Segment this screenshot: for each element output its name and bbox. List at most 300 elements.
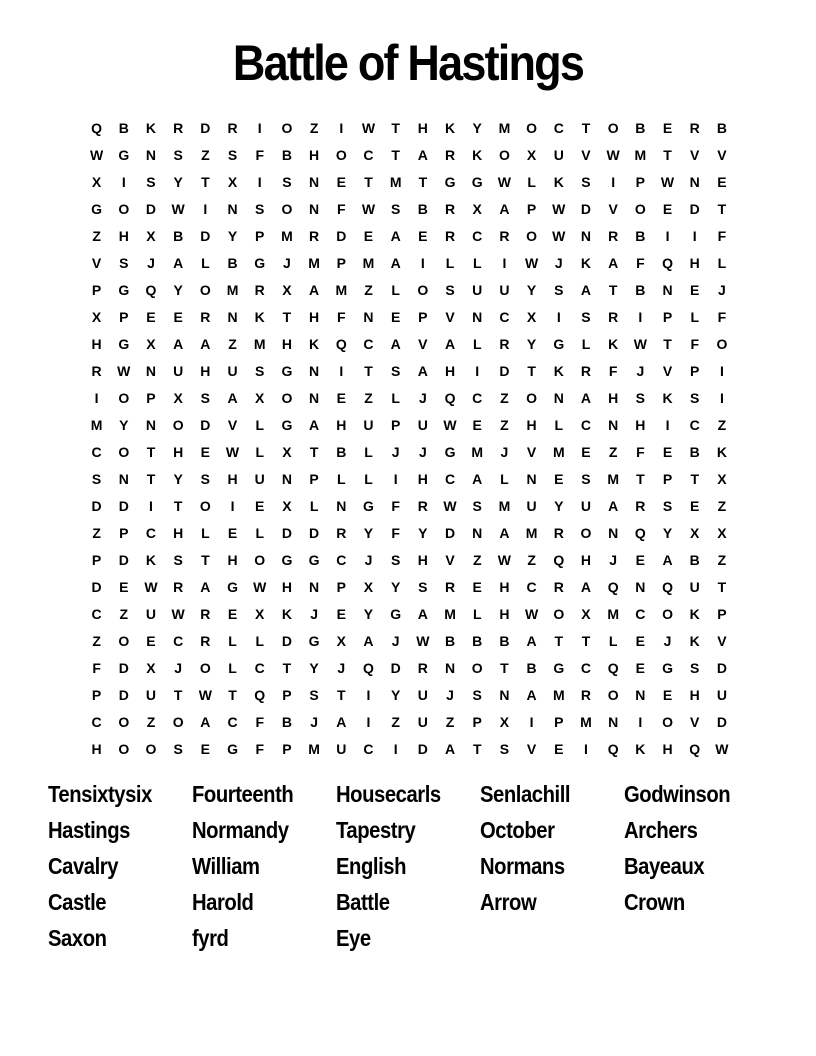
grid-letter[interactable]: J xyxy=(636,362,645,379)
grid-letter[interactable]: S xyxy=(91,470,102,487)
grid-letter[interactable]: L xyxy=(500,470,509,487)
grid-letter[interactable]: U xyxy=(254,470,265,487)
grid-letter[interactable]: O xyxy=(417,281,429,298)
grid-letter[interactable]: P xyxy=(390,416,401,433)
grid-letter[interactable]: T xyxy=(581,632,591,649)
grid-letter[interactable]: O xyxy=(498,146,510,163)
grid-letter[interactable]: C xyxy=(254,659,265,676)
grid-letter[interactable]: R xyxy=(444,200,456,217)
grid-letter[interactable]: P xyxy=(119,308,129,325)
grid-letter[interactable]: I xyxy=(257,119,262,136)
grid-letter[interactable]: S xyxy=(554,281,564,298)
grid-letter[interactable]: M xyxy=(226,281,239,298)
grid-letter[interactable]: R xyxy=(444,146,456,163)
grid-letter[interactable]: P xyxy=(309,470,319,487)
grid-letter[interactable]: X xyxy=(227,173,238,190)
grid-letter[interactable]: O xyxy=(471,659,483,676)
grid-letter[interactable]: X xyxy=(526,308,537,325)
grid-letter[interactable]: Y xyxy=(390,578,401,595)
grid-letter[interactable]: V xyxy=(526,443,537,460)
grid-letter[interactable]: T xyxy=(636,470,645,487)
grid-letter[interactable]: T xyxy=(282,308,292,325)
grid-letter[interactable]: W xyxy=(361,119,376,136)
grid-letter[interactable]: N xyxy=(499,686,510,703)
grid-letter[interactable]: I xyxy=(719,362,724,379)
grid-letter[interactable]: M xyxy=(253,335,266,352)
grid-letter[interactable]: A xyxy=(608,497,619,514)
grid-letter[interactable]: N xyxy=(444,659,456,676)
grid-letter[interactable]: I xyxy=(393,470,398,487)
grid-letter[interactable]: N xyxy=(363,308,374,325)
grid-letter[interactable]: N xyxy=(635,578,646,595)
grid-letter[interactable]: X xyxy=(255,605,265,622)
grid-letter[interactable]: J xyxy=(418,443,427,460)
grid-letter[interactable]: H xyxy=(580,551,592,568)
grid-letter[interactable]: A xyxy=(608,254,619,271)
grid-letter[interactable]: A xyxy=(309,281,320,298)
grid-letter[interactable]: Z xyxy=(146,713,156,730)
grid-letter[interactable]: K xyxy=(472,146,483,163)
grid-letter[interactable]: U xyxy=(363,416,374,433)
grid-letter[interactable]: V xyxy=(662,362,673,379)
grid-letter[interactable]: O xyxy=(580,524,592,541)
grid-letter[interactable]: Y xyxy=(418,524,428,541)
grid-letter[interactable]: X xyxy=(581,605,591,622)
grid-letter[interactable]: Y xyxy=(554,497,564,514)
grid-letter[interactable]: I xyxy=(94,389,99,406)
grid-letter[interactable]: E xyxy=(200,740,211,757)
grid-letter[interactable]: R xyxy=(608,308,619,325)
grid-letter[interactable]: N xyxy=(526,470,537,487)
grid-letter[interactable]: A xyxy=(390,335,401,352)
grid-letter[interactable]: B xyxy=(635,227,646,244)
grid-letter[interactable]: B xyxy=(472,632,483,649)
grid-letter[interactable]: M xyxy=(362,254,375,271)
grid-letter[interactable]: C xyxy=(363,740,374,757)
grid-letter[interactable]: L xyxy=(255,416,264,433)
grid-letter[interactable]: B xyxy=(635,281,646,298)
grid-letter[interactable]: C xyxy=(91,443,102,460)
grid-letter[interactable]: D xyxy=(336,227,347,244)
grid-letter[interactable]: D xyxy=(91,578,102,595)
grid-letter[interactable]: T xyxy=(364,362,373,379)
grid-letter[interactable]: M xyxy=(308,254,320,271)
grid-letter[interactable]: G xyxy=(91,200,103,217)
grid-letter[interactable]: I xyxy=(584,740,588,757)
grid-letter[interactable]: X xyxy=(146,227,156,244)
grid-letter[interactable]: E xyxy=(119,578,129,595)
grid-letter[interactable]: R xyxy=(608,227,619,244)
grid-letter[interactable]: L xyxy=(472,335,482,352)
grid-letter[interactable]: C xyxy=(173,632,184,649)
grid-letter[interactable]: A xyxy=(417,146,428,163)
grid-letter[interactable]: H xyxy=(444,362,456,379)
grid-letter[interactable]: E xyxy=(554,740,564,757)
grid-letter[interactable]: R xyxy=(309,227,320,244)
grid-letter[interactable]: M xyxy=(389,173,402,190)
grid-letter[interactable]: U xyxy=(417,416,428,433)
grid-letter[interactable]: Q xyxy=(363,659,374,676)
grid-letter[interactable]: W xyxy=(171,605,185,622)
grid-letter[interactable]: D xyxy=(281,632,292,649)
grid-letter[interactable]: T xyxy=(173,686,183,703)
grid-letter[interactable]: M xyxy=(444,605,456,622)
grid-letter[interactable]: R xyxy=(553,524,564,541)
grid-letter[interactable]: G xyxy=(227,578,238,595)
grid-letter[interactable]: A xyxy=(173,335,184,352)
grid-letter[interactable]: H xyxy=(91,335,102,352)
grid-letter[interactable]: I xyxy=(665,227,670,244)
grid-letter[interactable]: G xyxy=(281,551,293,568)
grid-letter[interactable]: W xyxy=(416,632,430,649)
grid-letter[interactable]: Q xyxy=(607,578,619,595)
grid-letter[interactable]: G xyxy=(390,605,402,622)
grid-letter[interactable]: H xyxy=(689,254,700,271)
grid-letter[interactable]: P xyxy=(146,389,156,406)
grid-letter[interactable]: I xyxy=(719,389,724,406)
grid-letter[interactable]: K xyxy=(145,119,157,136)
grid-letter[interactable]: C xyxy=(499,308,510,325)
grid-letter[interactable]: I xyxy=(366,713,371,730)
grid-letter[interactable]: L xyxy=(690,308,699,325)
grid-letter[interactable]: P xyxy=(119,524,129,541)
grid-letter[interactable]: G xyxy=(254,254,266,271)
grid-letter[interactable]: A xyxy=(580,578,592,595)
grid-letter[interactable]: F xyxy=(608,362,618,379)
grid-letter[interactable]: T xyxy=(146,443,156,460)
grid-letter[interactable]: M xyxy=(634,146,647,163)
grid-letter[interactable]: A xyxy=(363,632,374,649)
grid-letter[interactable]: F xyxy=(337,200,346,217)
grid-letter[interactable]: R xyxy=(200,632,211,649)
grid-letter[interactable]: N xyxy=(608,416,619,433)
grid-letter[interactable]: O xyxy=(662,605,673,622)
grid-letter[interactable]: Z xyxy=(717,497,727,514)
grid-letter[interactable]: D xyxy=(145,200,157,217)
grid-letter[interactable]: X xyxy=(91,308,102,325)
grid-letter[interactable]: D xyxy=(499,362,510,379)
grid-letter[interactable]: H xyxy=(118,227,129,244)
grid-letter[interactable]: W xyxy=(225,443,240,460)
grid-letter[interactable]: G xyxy=(662,659,673,676)
grid-letter[interactable]: D xyxy=(689,200,700,217)
grid-letter[interactable]: O xyxy=(118,632,130,649)
grid-letter[interactable]: E xyxy=(662,200,673,217)
grid-letter[interactable]: G xyxy=(363,497,374,514)
grid-letter[interactable]: F xyxy=(636,443,645,460)
grid-letter[interactable]: E xyxy=(662,443,673,460)
grid-letter[interactable]: T xyxy=(146,470,156,487)
grid-letter[interactable]: Z xyxy=(445,713,455,730)
grid-letter[interactable]: T xyxy=(418,173,428,190)
grid-letter[interactable]: X xyxy=(146,659,156,676)
grid-letter[interactable]: L xyxy=(391,281,400,298)
grid-letter[interactable]: A xyxy=(200,335,211,352)
grid-letter[interactable]: S xyxy=(418,578,428,595)
grid-letter[interactable]: W xyxy=(253,578,267,595)
grid-letter[interactable]: N xyxy=(309,362,320,379)
grid-letter[interactable]: A xyxy=(390,227,401,244)
grid-letter[interactable]: Y xyxy=(363,605,374,622)
grid-letter[interactable]: B xyxy=(227,254,238,271)
grid-letter[interactable]: Z xyxy=(364,281,373,298)
grid-letter[interactable]: T xyxy=(391,146,400,163)
grid-letter[interactable]: M xyxy=(498,497,511,514)
grid-letter[interactable]: O xyxy=(172,416,184,433)
grid-letter[interactable]: B xyxy=(635,119,646,136)
grid-letter[interactable]: E xyxy=(662,686,673,703)
grid-letter[interactable]: L xyxy=(309,497,319,514)
grid-letter[interactable]: Z xyxy=(309,119,319,136)
grid-letter[interactable]: K xyxy=(444,119,456,136)
grid-letter[interactable]: M xyxy=(607,605,619,622)
grid-letter[interactable]: Q xyxy=(254,686,266,703)
grid-letter[interactable]: D xyxy=(200,119,211,136)
grid-letter[interactable]: H xyxy=(173,443,184,460)
grid-letter[interactable]: H xyxy=(91,740,102,757)
grid-letter[interactable]: H xyxy=(227,470,238,487)
grid-letter[interactable]: S xyxy=(662,497,673,514)
grid-letter[interactable]: N xyxy=(118,470,129,487)
grid-letter[interactable]: K xyxy=(553,173,564,190)
grid-letter[interactable]: C xyxy=(472,227,483,244)
grid-letter[interactable]: V xyxy=(445,308,455,325)
grid-letter[interactable]: Y xyxy=(390,686,401,703)
grid-letter[interactable]: O xyxy=(172,713,184,730)
grid-letter[interactable]: D xyxy=(281,524,292,541)
grid-letter[interactable]: O xyxy=(281,119,293,136)
grid-letter[interactable]: G xyxy=(118,335,130,352)
grid-letter[interactable]: F xyxy=(255,146,264,163)
grid-letter[interactable]: L xyxy=(472,254,482,271)
grid-letter[interactable]: R xyxy=(580,686,592,703)
grid-letter[interactable]: A xyxy=(580,389,592,406)
grid-letter[interactable]: X xyxy=(282,443,292,460)
grid-letter[interactable]: Q xyxy=(335,335,347,352)
grid-letter[interactable]: E xyxy=(390,308,401,325)
grid-letter[interactable]: D xyxy=(118,551,129,568)
grid-letter[interactable]: Q xyxy=(662,254,673,271)
grid-letter[interactable]: W xyxy=(497,173,512,190)
grid-letter[interactable]: B xyxy=(689,443,700,460)
grid-letter[interactable]: E xyxy=(717,173,727,190)
grid-letter[interactable]: E xyxy=(363,227,374,244)
grid-letter[interactable]: T xyxy=(309,443,319,460)
grid-letter[interactable]: M xyxy=(90,416,103,433)
grid-letter[interactable]: K xyxy=(608,335,619,352)
grid-letter[interactable]: A xyxy=(309,416,320,433)
grid-letter[interactable]: X xyxy=(717,524,727,541)
grid-letter[interactable]: G xyxy=(444,173,456,190)
grid-letter[interactable]: N xyxy=(309,578,320,595)
grid-letter[interactable]: J xyxy=(418,389,427,406)
grid-letter[interactable]: L xyxy=(391,389,400,406)
grid-letter[interactable]: V xyxy=(717,146,727,163)
grid-letter[interactable]: V xyxy=(690,146,700,163)
grid-letter[interactable]: E xyxy=(662,119,673,136)
grid-letter[interactable]: T xyxy=(663,335,672,352)
grid-letter[interactable]: J xyxy=(310,713,318,730)
grid-letter[interactable]: I xyxy=(393,740,398,757)
grid-letter[interactable]: P xyxy=(282,686,292,703)
grid-letter[interactable]: V xyxy=(581,146,591,163)
grid-letter[interactable]: Z xyxy=(364,389,373,406)
grid-letter[interactable]: F xyxy=(717,308,727,325)
grid-letter[interactable]: S xyxy=(173,551,183,568)
grid-letter[interactable]: Y xyxy=(227,227,238,244)
grid-letter[interactable]: E xyxy=(200,443,211,460)
grid-letter[interactable]: O xyxy=(145,740,157,757)
grid-letter[interactable]: J xyxy=(446,686,454,703)
grid-letter[interactable]: K xyxy=(662,389,673,406)
grid-letter[interactable]: Q xyxy=(662,578,673,595)
grid-letter[interactable]: O xyxy=(335,146,347,163)
grid-letter[interactable]: S xyxy=(690,389,700,406)
grid-letter[interactable]: T xyxy=(527,362,536,379)
grid-letter[interactable]: N xyxy=(227,308,238,325)
grid-letter[interactable]: N xyxy=(145,362,157,379)
grid-letter[interactable]: Z xyxy=(92,227,101,244)
grid-letter[interactable]: U xyxy=(145,605,157,622)
grid-letter[interactable]: P xyxy=(635,173,646,190)
grid-letter[interactable]: S xyxy=(390,362,401,379)
grid-letter[interactable]: E xyxy=(336,389,346,406)
grid-letter[interactable]: N xyxy=(662,281,673,298)
grid-letter[interactable]: U xyxy=(689,578,700,595)
grid-letter[interactable]: E xyxy=(472,416,482,433)
grid-letter[interactable]: Z xyxy=(527,551,536,568)
grid-letter[interactable]: H xyxy=(526,416,537,433)
grid-letter[interactable]: M xyxy=(552,443,565,460)
grid-letter[interactable]: N xyxy=(689,173,700,190)
grid-letter[interactable]: X xyxy=(363,578,374,595)
grid-letter[interactable]: O xyxy=(118,389,130,406)
grid-letter[interactable]: H xyxy=(662,740,673,757)
grid-letter[interactable]: W xyxy=(715,740,729,757)
grid-letter[interactable]: G xyxy=(308,632,320,649)
grid-letter[interactable]: G xyxy=(281,416,293,433)
grid-letter[interactable]: U xyxy=(499,281,510,298)
grid-letter[interactable]: J xyxy=(364,551,373,568)
grid-letter[interactable]: A xyxy=(390,254,401,271)
grid-letter[interactable]: J xyxy=(718,281,726,298)
grid-letter[interactable]: N xyxy=(309,173,320,190)
grid-letter[interactable]: W xyxy=(171,200,185,217)
grid-letter[interactable]: Y xyxy=(309,659,319,676)
grid-letter[interactable]: S xyxy=(255,362,265,379)
grid-letter[interactable]: L xyxy=(201,524,210,541)
grid-letter[interactable]: P xyxy=(282,740,292,757)
grid-letter[interactable]: R xyxy=(444,227,456,244)
grid-letter[interactable]: P xyxy=(91,281,102,298)
grid-letter[interactable]: Z xyxy=(92,632,101,649)
grid-letter[interactable]: S xyxy=(390,200,401,217)
grid-letter[interactable]: K xyxy=(553,362,564,379)
grid-letter[interactable]: S xyxy=(581,308,591,325)
grid-letter[interactable]: J xyxy=(663,632,672,649)
grid-letter[interactable]: C xyxy=(580,659,592,676)
grid-letter[interactable]: W xyxy=(552,227,566,244)
grid-letter[interactable]: S xyxy=(581,173,591,190)
grid-letter[interactable]: I xyxy=(420,254,425,271)
grid-letter[interactable]: X xyxy=(526,146,537,163)
grid-letter[interactable]: X xyxy=(173,389,183,406)
grid-letter[interactable]: H xyxy=(417,119,428,136)
grid-letter[interactable]: E xyxy=(554,470,564,487)
grid-letter[interactable]: Z xyxy=(500,416,509,433)
grid-letter[interactable]: W xyxy=(361,200,376,217)
grid-letter[interactable]: U xyxy=(173,362,184,379)
grid-letter[interactable]: S xyxy=(173,146,183,163)
grid-letter[interactable]: B xyxy=(716,119,727,136)
grid-letter[interactable]: I xyxy=(203,200,208,217)
grid-letter[interactable]: Y xyxy=(363,524,374,541)
grid-letter[interactable]: C xyxy=(145,524,157,541)
grid-letter[interactable]: Y xyxy=(526,335,537,352)
grid-letter[interactable]: Z xyxy=(119,605,129,622)
grid-letter[interactable]: U xyxy=(553,146,564,163)
grid-letter[interactable]: C xyxy=(635,605,646,622)
grid-letter[interactable]: A xyxy=(526,686,537,703)
grid-letter[interactable]: T xyxy=(690,470,699,487)
grid-letter[interactable]: O xyxy=(118,443,130,460)
grid-letter[interactable]: R xyxy=(499,335,510,352)
grid-letter[interactable]: S xyxy=(282,173,292,190)
grid-letter[interactable]: O xyxy=(716,335,728,352)
grid-letter[interactable]: X xyxy=(336,632,346,649)
grid-letter[interactable]: Q xyxy=(91,119,103,136)
grid-letter[interactable]: V xyxy=(91,254,102,271)
grid-letter[interactable]: E xyxy=(227,524,238,541)
grid-letter[interactable]: M xyxy=(471,443,484,460)
grid-letter[interactable]: F xyxy=(92,659,101,676)
grid-letter[interactable]: H xyxy=(417,470,428,487)
grid-letter[interactable]: H xyxy=(200,362,211,379)
grid-letter[interactable]: T xyxy=(500,659,509,676)
grid-letter[interactable]: J xyxy=(391,632,400,649)
grid-letter[interactable]: O xyxy=(607,119,619,136)
grid-letter[interactable]: P xyxy=(690,362,700,379)
grid-letter[interactable]: S xyxy=(200,389,211,406)
grid-letter[interactable]: W xyxy=(524,254,539,271)
grid-letter[interactable]: N xyxy=(472,308,483,325)
grid-letter[interactable]: A xyxy=(580,281,592,298)
grid-letter[interactable]: Z xyxy=(717,416,727,433)
grid-letter[interactable]: B xyxy=(417,200,428,217)
grid-letter[interactable]: H xyxy=(499,605,510,622)
grid-letter[interactable]: P xyxy=(336,578,346,595)
grid-letter[interactable]: O xyxy=(199,497,211,514)
grid-letter[interactable]: T xyxy=(282,659,292,676)
grid-letter[interactable]: C xyxy=(363,146,374,163)
grid-letter[interactable]: Y xyxy=(173,173,183,190)
grid-letter[interactable]: T xyxy=(554,632,564,649)
grid-letter[interactable]: X xyxy=(282,281,292,298)
grid-letter[interactable]: H xyxy=(281,335,292,352)
grid-letter[interactable]: Z xyxy=(500,389,509,406)
grid-letter[interactable]: A xyxy=(336,713,347,730)
grid-letter[interactable]: P xyxy=(336,254,346,271)
grid-letter[interactable]: E xyxy=(418,227,428,244)
grid-letter[interactable]: M xyxy=(308,740,320,757)
grid-letter[interactable]: L xyxy=(201,254,210,271)
grid-letter[interactable]: Y xyxy=(173,281,183,298)
grid-letter[interactable]: R xyxy=(91,362,102,379)
grid-letter[interactable]: P xyxy=(662,470,673,487)
grid-letter[interactable]: B xyxy=(499,632,510,649)
grid-letter[interactable]: K xyxy=(716,443,727,460)
grid-letter[interactable]: P xyxy=(418,308,428,325)
